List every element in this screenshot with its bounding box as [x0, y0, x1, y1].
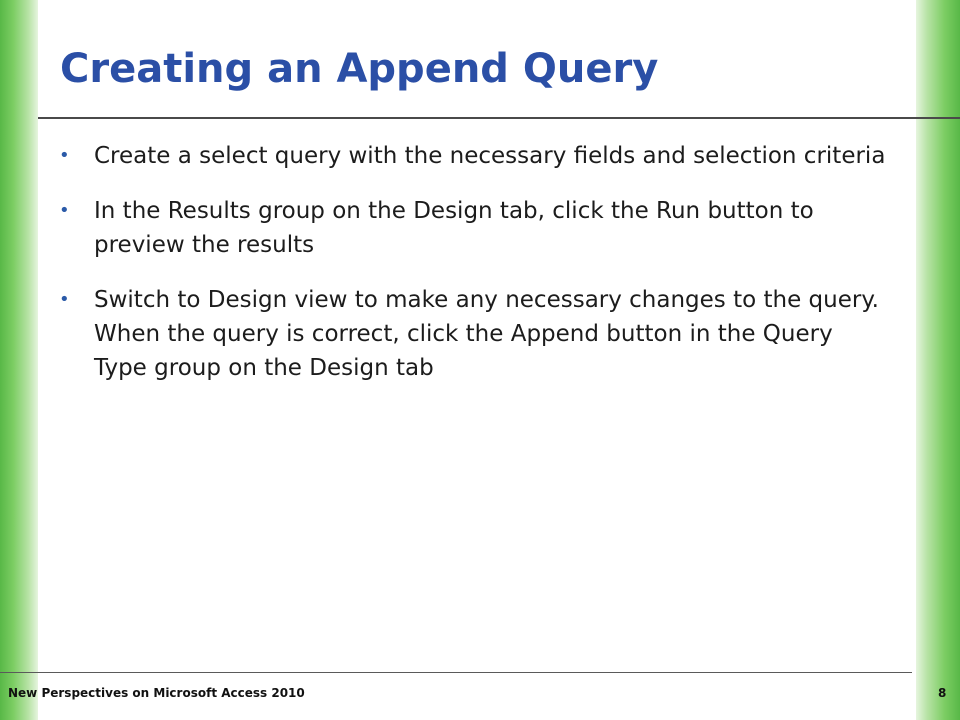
slide-title: Creating an Append Query [60, 46, 659, 92]
bullet-text: Create a select query with the necessary fields and selection criteria [94, 143, 886, 169]
left-decorative-bar [0, 0, 38, 720]
title-divider [38, 117, 960, 119]
bullet-list [56, 139, 886, 406]
bullet-dot-icon: • [59, 145, 70, 166]
footer-divider [0, 672, 912, 673]
bullet-item [56, 139, 886, 173]
right-decorative-bar [916, 0, 960, 720]
bullet-text: In the Results group on the Design tab, click the Run button to preview the results [94, 198, 814, 258]
bullet-dot-icon: • [59, 289, 70, 310]
bullet-dot-icon: • [59, 200, 70, 221]
bullet-item [56, 194, 886, 262]
footer-caption: New Perspectives on Microsoft Access 2010 [8, 686, 305, 700]
page-number: 8 [938, 686, 947, 700]
bullet-text: Switch to Design view to make any necessary changes to the query. When the query is correct, click the Append button in the Query Type group on the Design tab [94, 287, 879, 381]
bullet-item [56, 283, 886, 385]
